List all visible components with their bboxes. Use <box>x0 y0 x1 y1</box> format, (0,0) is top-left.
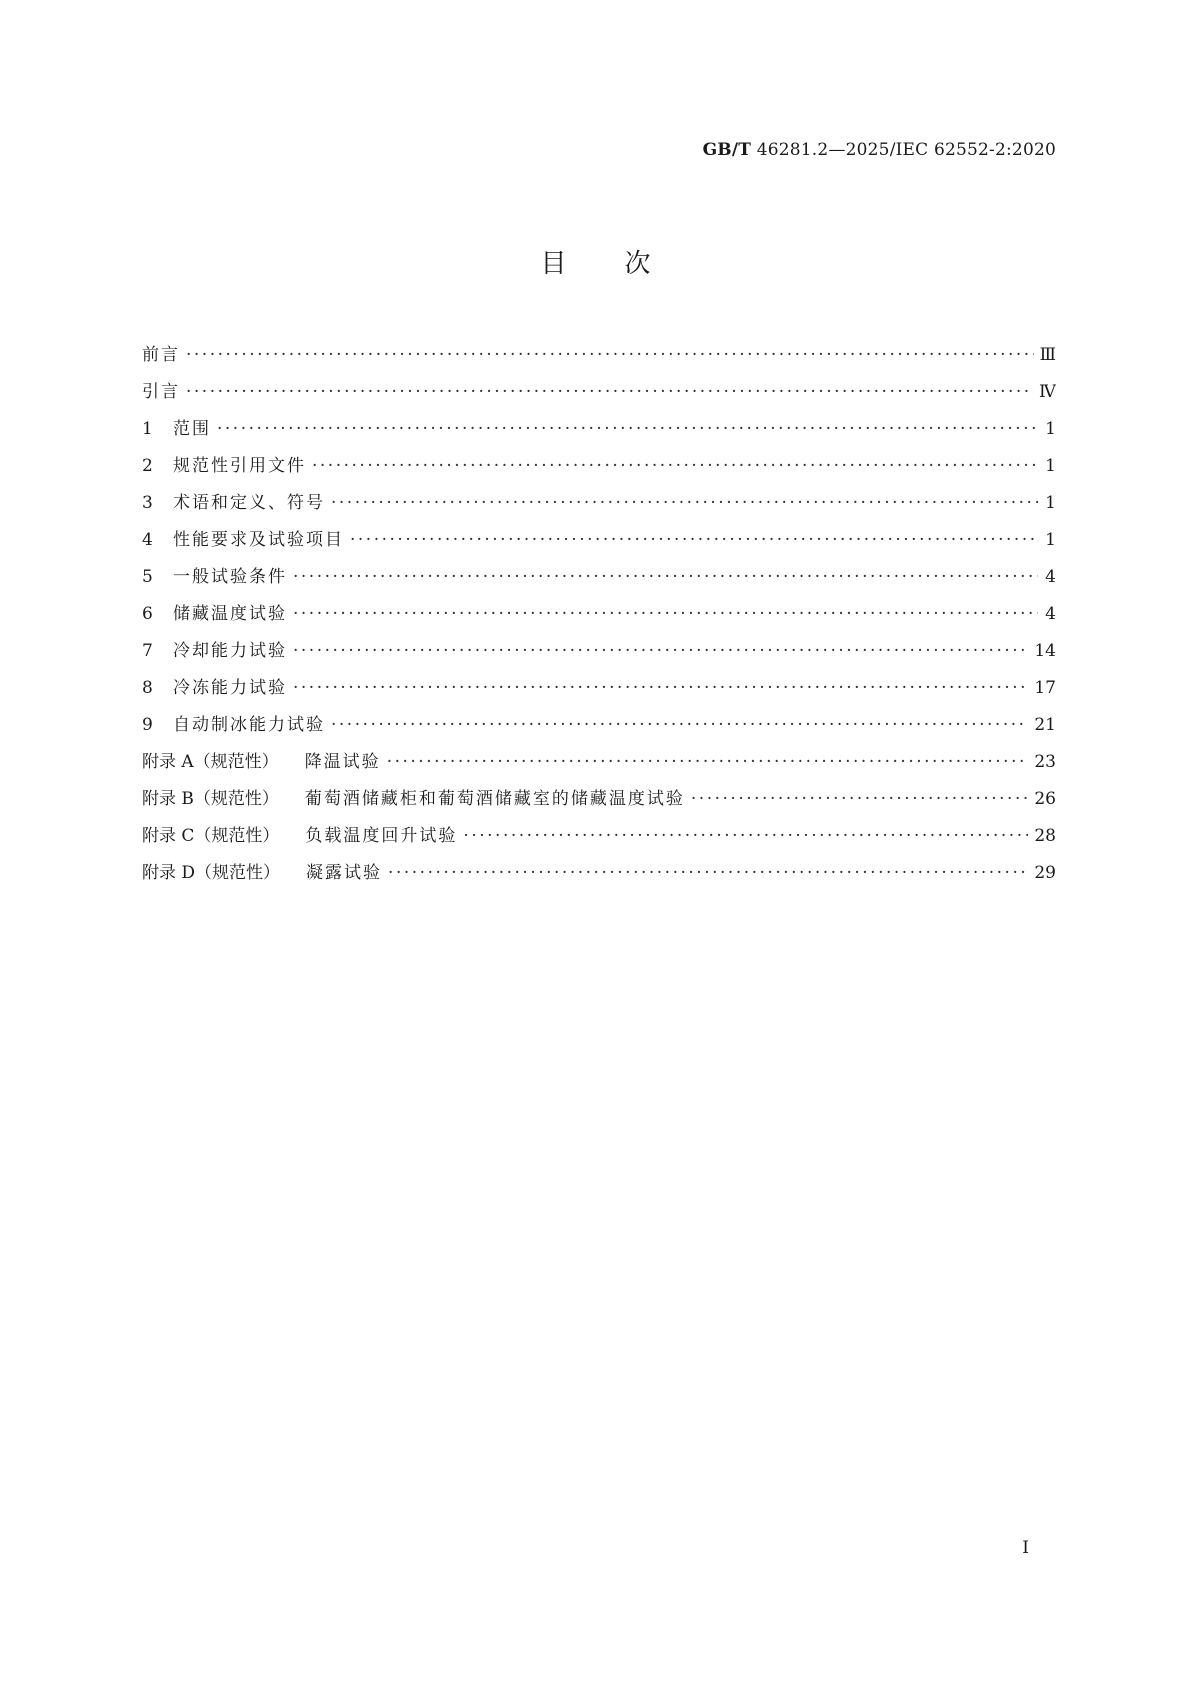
toc-entry[interactable] <box>142 673 1056 710</box>
toc-entry-page: 21 <box>1034 715 1056 735</box>
toc-entry-page: 1 <box>1045 530 1056 550</box>
toc-entry[interactable] <box>142 414 1056 451</box>
toc-dot-leader <box>293 604 1038 624</box>
toc-dot-leader <box>186 345 1034 365</box>
toc-entry-page: Ⅳ <box>1039 382 1056 402</box>
toc-entry-page: 4 <box>1045 567 1056 587</box>
standard-code-number: 46281.2—2025/IEC 62552-2:2020 <box>751 140 1056 160</box>
toc-entry[interactable] <box>142 821 1056 858</box>
toc-dot-leader <box>312 456 1038 476</box>
toc-dot-leader <box>293 567 1038 587</box>
toc-entry[interactable] <box>142 599 1056 636</box>
toc-entry-label: 凝露试验 <box>306 863 383 883</box>
toc-entry[interactable] <box>142 451 1056 488</box>
toc-entry-label: 储藏温度试验 <box>173 604 287 624</box>
toc-entry-label: 前言 <box>142 345 180 365</box>
toc-entry[interactable] <box>142 747 1056 784</box>
toc-entry-number: 5 <box>142 567 153 587</box>
toc-dot-leader <box>387 752 1029 772</box>
toc-entry-label: 一般试验条件 <box>173 567 287 587</box>
toc-dot-leader <box>331 715 1028 735</box>
toc-entry-label: 降温试验 <box>304 752 381 772</box>
toc-entry[interactable] <box>142 377 1056 414</box>
toc-entry-label: 引言 <box>142 382 180 402</box>
toc-entry[interactable] <box>142 858 1056 895</box>
toc-dot-leader <box>350 530 1038 550</box>
toc-entry-number: 9 <box>142 715 153 735</box>
toc-entry-page: 4 <box>1045 604 1056 624</box>
toc-entry-label: 自动制冰能力试验 <box>173 715 325 735</box>
toc-entry[interactable] <box>142 710 1056 747</box>
toc-entry-number: 2 <box>142 456 153 476</box>
toc-entry-page: 1 <box>1045 493 1056 513</box>
toc-entry-annex-prefix: 附录 B（规范性） <box>142 789 279 809</box>
toc-dot-leader <box>186 382 1033 402</box>
toc-entry-page: 23 <box>1034 752 1056 772</box>
toc-entry-label: 冷冻能力试验 <box>173 678 287 698</box>
toc-entry[interactable] <box>142 488 1056 525</box>
toc-entry-page: Ⅲ <box>1039 345 1056 365</box>
toc-entry-label: 术语和定义、符号 <box>173 493 325 513</box>
toc-entry-number: 1 <box>142 419 153 439</box>
standard-code <box>703 140 1056 160</box>
toc-entry-label: 范围 <box>173 419 211 439</box>
toc-entry[interactable] <box>142 562 1056 599</box>
toc-entry-page: 14 <box>1034 641 1056 661</box>
toc-entry-number: 8 <box>142 678 153 698</box>
toc-entry-number: 4 <box>142 530 153 550</box>
page-title: 目次 <box>540 249 709 279</box>
toc-dot-leader <box>217 419 1038 439</box>
toc-entry[interactable] <box>142 784 1056 821</box>
toc-entry-label: 葡萄酒储藏柜和葡萄酒储藏室的储藏温度试验 <box>304 789 685 809</box>
toc-dot-leader <box>691 789 1028 809</box>
toc-entry-page: 26 <box>1034 789 1056 809</box>
table-of-contents <box>142 340 1056 895</box>
toc-entry-page: 28 <box>1034 826 1056 846</box>
toc-entry-label: 冷却能力试验 <box>173 641 287 661</box>
standard-code-prefix: GB/T <box>702 140 752 160</box>
toc-entry-annex-prefix: 附录 D（规范性） <box>142 863 281 883</box>
toc-entry-page: 1 <box>1045 456 1056 476</box>
toc-entry-number: 3 <box>142 493 153 513</box>
toc-entry-label: 性能要求及试验项目 <box>173 530 344 550</box>
toc-entry[interactable] <box>142 340 1056 377</box>
toc-entry-page: 1 <box>1045 419 1056 439</box>
toc-entry-number: 7 <box>142 641 153 661</box>
toc-dot-leader <box>293 641 1028 661</box>
page-number: Ⅰ <box>1022 1538 1029 1558</box>
toc-entry-annex-prefix: 附录 A（规范性） <box>142 752 279 772</box>
toc-entry[interactable] <box>142 525 1056 562</box>
toc-entry-label: 规范性引用文件 <box>173 456 306 476</box>
toc-entry[interactable] <box>142 636 1056 673</box>
toc-dot-leader <box>293 678 1028 698</box>
toc-entry-page: 29 <box>1034 863 1056 883</box>
toc-entry-page: 17 <box>1034 678 1056 698</box>
toc-entry-annex-prefix: 附录 C（规范性） <box>142 826 280 846</box>
toc-dot-leader <box>388 863 1028 883</box>
toc-entry-label: 负载温度回升试验 <box>305 826 458 846</box>
toc-dot-leader <box>463 826 1028 846</box>
toc-dot-leader <box>331 493 1038 513</box>
toc-entry-number: 6 <box>142 604 153 624</box>
